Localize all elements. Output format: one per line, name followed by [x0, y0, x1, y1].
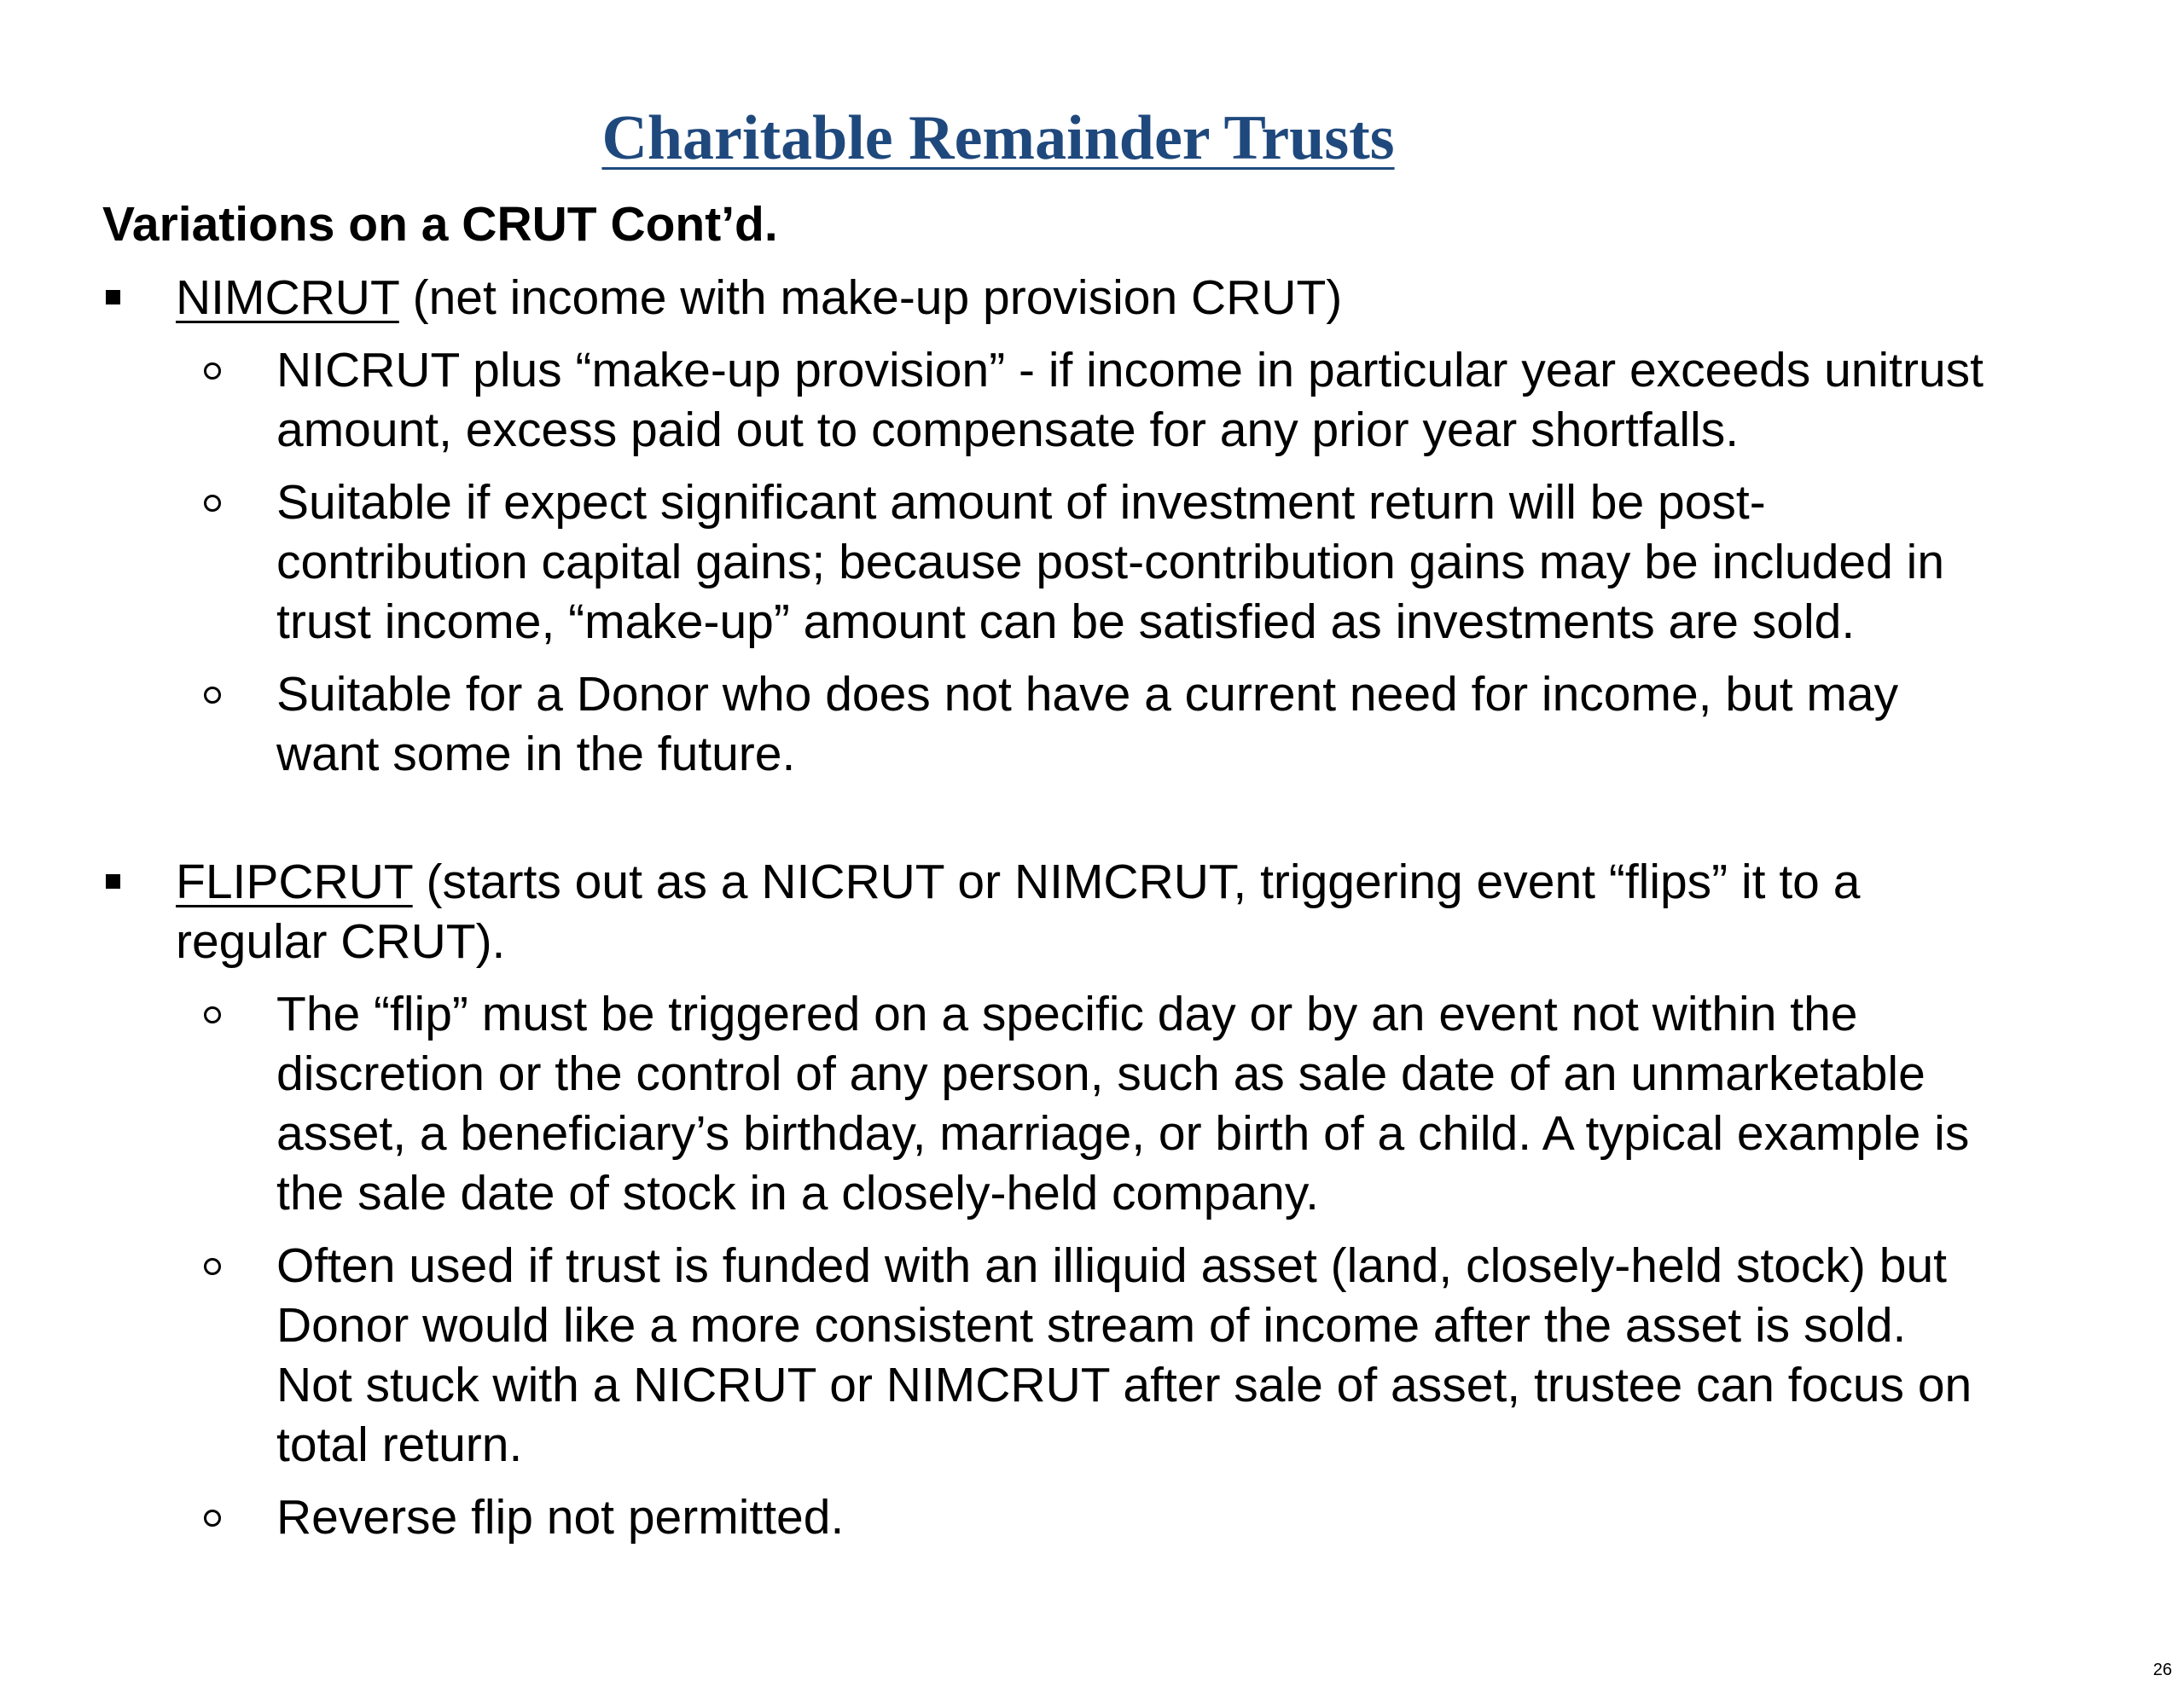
slide-title: Charitable Remainder Trusts [601, 103, 1395, 173]
sub-bullet-text: The “flip” must be triggered on a specific day or by an event not within the discretion or the control of any person, such as sale date of an unmarketable asset, a beneficiary’s birthday, marriage, or birth of a child. A typical example is the sale date of stock in a closely-held company. [276, 987, 1970, 1220]
sub-bullet [0, 984, 1991, 1223]
term-description: (net income with make-up provision CRUT) [398, 270, 1343, 325]
sub-bullet-text: Suitable for a Donor who does not have a current need for income, but may want some in the future. [276, 667, 1899, 781]
term-nimcrut: NIMCRUT [176, 270, 399, 325]
sub-bullet [0, 664, 1991, 784]
circle-bullet-icon [204, 495, 221, 512]
circle-bullet-icon [204, 1510, 221, 1527]
bullet-nimcrut [0, 268, 2010, 328]
sub-bullet-text: Reverse flip not permitted. [276, 1490, 845, 1545]
sub-bullet-text: Suitable if expect significant amount of investment return will be post-contribution capital gains; because post-contribution gains may be included in trust income, “make-up” amount can be satisfied as investments are sold. [276, 475, 1945, 649]
sub-bullet [0, 472, 1991, 652]
circle-bullet-icon [204, 1258, 221, 1275]
circle-bullet-icon [204, 687, 221, 704]
square-bullet-icon [106, 874, 120, 889]
sub-bullet-text: Often used if trust is funded with an illiquid asset (land, closely-held stock) but Donor would like a more consistent stream of income after the asset is sold. Not stuck with a NICRUT or NIMCRUT after sale of asset, trustee can focus on total return. [276, 1238, 1972, 1472]
sub-bullet [0, 340, 1991, 460]
page-number: 26 [2152, 1661, 2172, 1679]
slide-content [0, 268, 2184, 1547]
circle-bullet-icon [204, 362, 221, 380]
square-bullet-icon [106, 290, 120, 304]
section-heading: Variations on a CRUT Cont’d. [102, 197, 778, 252]
sub-bullet [0, 1487, 1991, 1547]
bullet-flipcrut [0, 852, 2010, 971]
sub-bullet [0, 1236, 1991, 1475]
sub-bullet-text: NICRUT plus “make-up provision” - if income in particular year exceeds unitrust amount, excess paid out to compensate for any prior year shortfalls. [276, 343, 1984, 457]
circle-bullet-icon [204, 1006, 221, 1023]
term-flipcrut: FLIPCRUT [176, 855, 413, 909]
term-description: (starts out as a NICRUT or NIMCRUT, triggering event “flips” it to a regular CRUT). [176, 855, 1861, 969]
